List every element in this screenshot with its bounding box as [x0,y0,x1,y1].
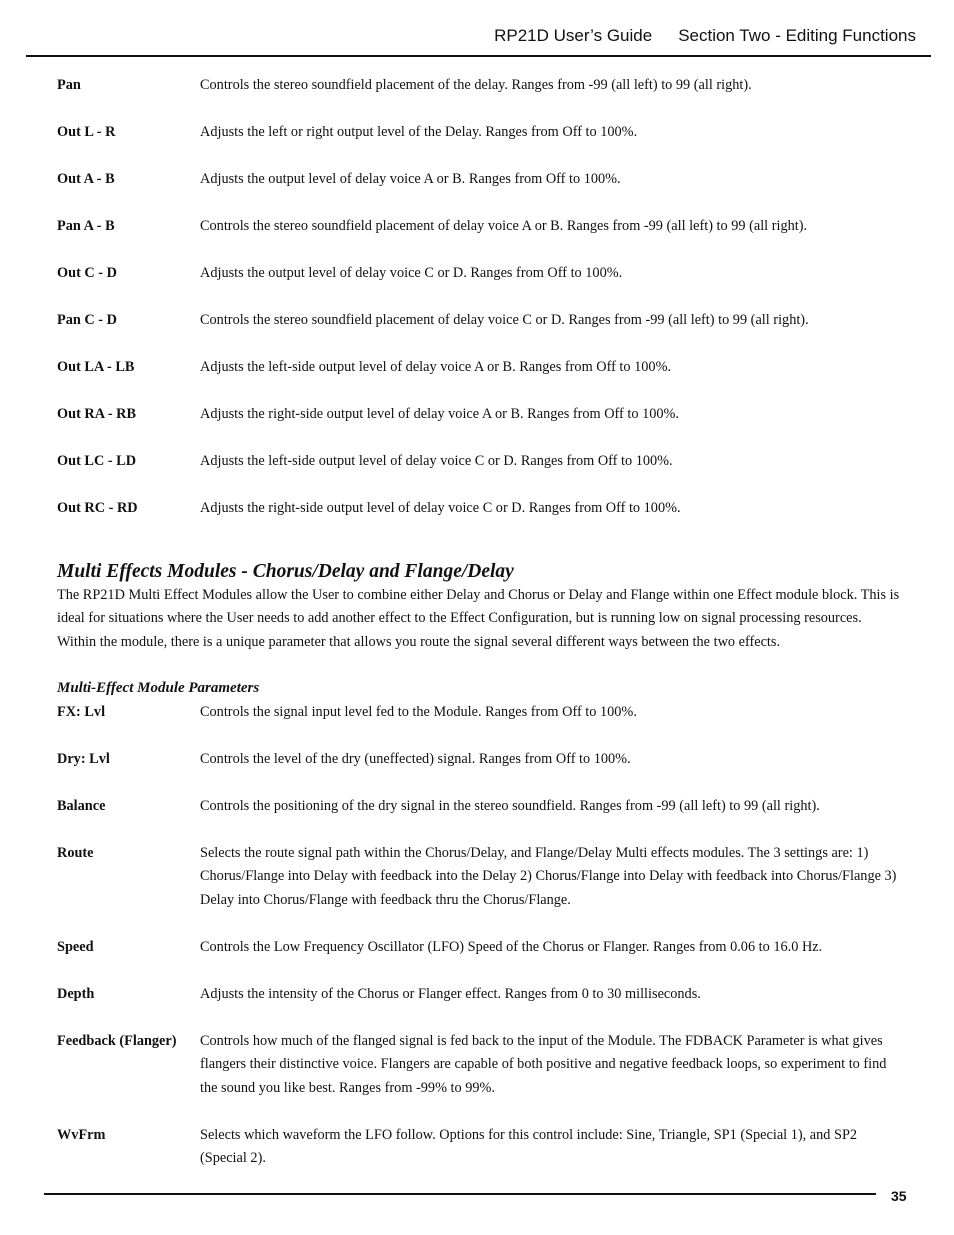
param-row-fx-lvl [57,701,902,725]
param-row-out-ra-rb [57,403,902,427]
param-description: Controls the signal input level fed to the Module. Ranges from Off to 100%. [200,703,637,720]
section-intro-paragraph: The RP21D Multi Effect Modules allow the User to combine either Delay and Chorus or Delay and Flange within one Effect module block. This is ideal for situations where the User needs to add another effect to the Effect Configuration, but is running low on signal processing resources. Within the module, there is a unique parameter that allows you route the signal several different ways between the two effects. [57,586,900,650]
param-description: Controls the stereo soundfield placement of delay voice A or B. Ranges from -99 (all left) to 99 (all right). [200,218,808,234]
param-description: Controls how much of the flanged signal is fed back to the input of the Module. The FDBACK Parameter is what gives flangers their distinctive voice. Flangers are capable of both positive and negative feedback loops, so experiment to find the sound you like best. Ranges from -99% to 99%. [200,1032,887,1096]
param-description: Adjusts the intensity of the Chorus or Flanger effect. Ranges from 0 to 30 milliseconds. [200,985,701,1002]
param-name: Speed [57,938,94,955]
param-name: Route [57,844,94,861]
param-description: Selects which waveform the LFO follow. Options for this control include: Sine, Triangle, SP1 (Special 1), and SP2 (Special 2). [200,1126,858,1166]
page-header [494,26,916,46]
guide-title: RP21D User’s Guide [494,26,653,45]
param-row-pan-a-b [57,215,902,239]
param-row-out-c-d [57,262,902,286]
param-description: Adjusts the output level of delay voice C or D. Ranges from Off to 100%. [200,265,623,281]
param-description: Adjusts the right-side output level of delay voice A or B. Ranges from Off to 100%. [200,406,680,422]
param-row-wvfrm [57,1124,902,1171]
param-row-route [57,842,902,913]
param-description: Adjusts the left or right output level of the Delay. Ranges from Off to 100%. [200,124,638,140]
param-row-out-lc-ld [57,450,902,474]
param-name: Pan [57,77,81,93]
header-rule [26,55,931,57]
param-name: Out C - D [57,265,117,281]
param-description: Controls the positioning of the dry signal in the stereo soundfield. Ranges from -99 (all left) to 99 (all right). [200,797,820,814]
param-row-out-l-r [57,121,902,145]
param-row-pan-c-d [57,309,902,333]
param-description: Adjusts the right-side output level of delay voice C or D. Ranges from Off to 100%. [200,500,681,516]
footer-rule [44,1193,876,1195]
param-name: Depth [57,985,95,1002]
param-description: Adjusts the left-side output level of delay voice A or B. Ranges from Off to 100%. [200,359,672,375]
param-row-dry-lvl [57,748,902,772]
param-name: Pan C - D [57,312,117,328]
param-name: Out L - R [57,124,116,140]
param-name: Out A - B [57,171,115,187]
param-name: Out RA - RB [57,406,137,422]
param-row-out-a-b [57,168,902,192]
param-description: Controls the stereo soundfield placement of delay voice C or D. Ranges from -99 (all left) to 99 (all right). [200,312,809,328]
param-row-balance [57,795,902,819]
param-description: Controls the Low Frequency Oscillator (LFO) Speed of the Chorus or Flanger. Ranges from 0.06 to 16.0 Hz. [200,938,823,955]
param-description: Selects the route signal path within the Chorus/Delay, and Flange/Delay Multi effects modules. The 3 settings are: 1) Chorus/Flange into Delay with feedback into the Delay 2) Chorus/Flange into Delay with feedback into Chorus/Flange 3) Delay into Chorus/Flange with feedback thru the Chorus/Flange. [200,844,897,908]
param-name: Balance [57,797,106,814]
param-name: WvFrm [57,1126,106,1143]
section-heading: Multi Effects Modules - Chorus/Delay and Flange/Delay [57,560,514,582]
param-name: FX: Lvl [57,703,106,720]
page-content [57,74,902,1171]
param-description: Controls the stereo soundfield placement of the delay. Ranges from -99 (all left) to 99 (all right). [200,77,752,93]
param-name: Out RC - RD [57,500,138,516]
param-description: Adjusts the left-side output level of delay voice C or D. Ranges from Off to 100%. [200,453,673,469]
param-row-speed [57,936,902,960]
section-title-header: Section Two - Editing Functions [678,26,916,45]
param-row-depth [57,983,902,1007]
param-name: Out LC - LD [57,453,137,469]
subsection-heading: Multi-Effect Module Parameters [57,680,260,696]
param-name: Pan A - B [57,218,115,234]
param-row-out-rc-rd [57,497,902,521]
param-row-pan [57,74,902,98]
param-name: Dry: Lvl [57,750,110,767]
param-description: Controls the level of the dry (uneffected) signal. Ranges from Off to 100%. [200,750,631,767]
param-name: Out LA - LB [57,359,135,375]
delay-parameter-list [57,74,902,521]
page-number: 35 [891,1188,907,1204]
param-description: Adjusts the output level of delay voice A or B. Ranges from Off to 100%. [200,171,621,187]
multi-effect-parameter-list [57,701,902,1171]
param-row-out-la-lb [57,356,902,380]
param-row-feedback-flanger [57,1030,902,1101]
param-name: Feedback (Flanger) [57,1032,177,1049]
